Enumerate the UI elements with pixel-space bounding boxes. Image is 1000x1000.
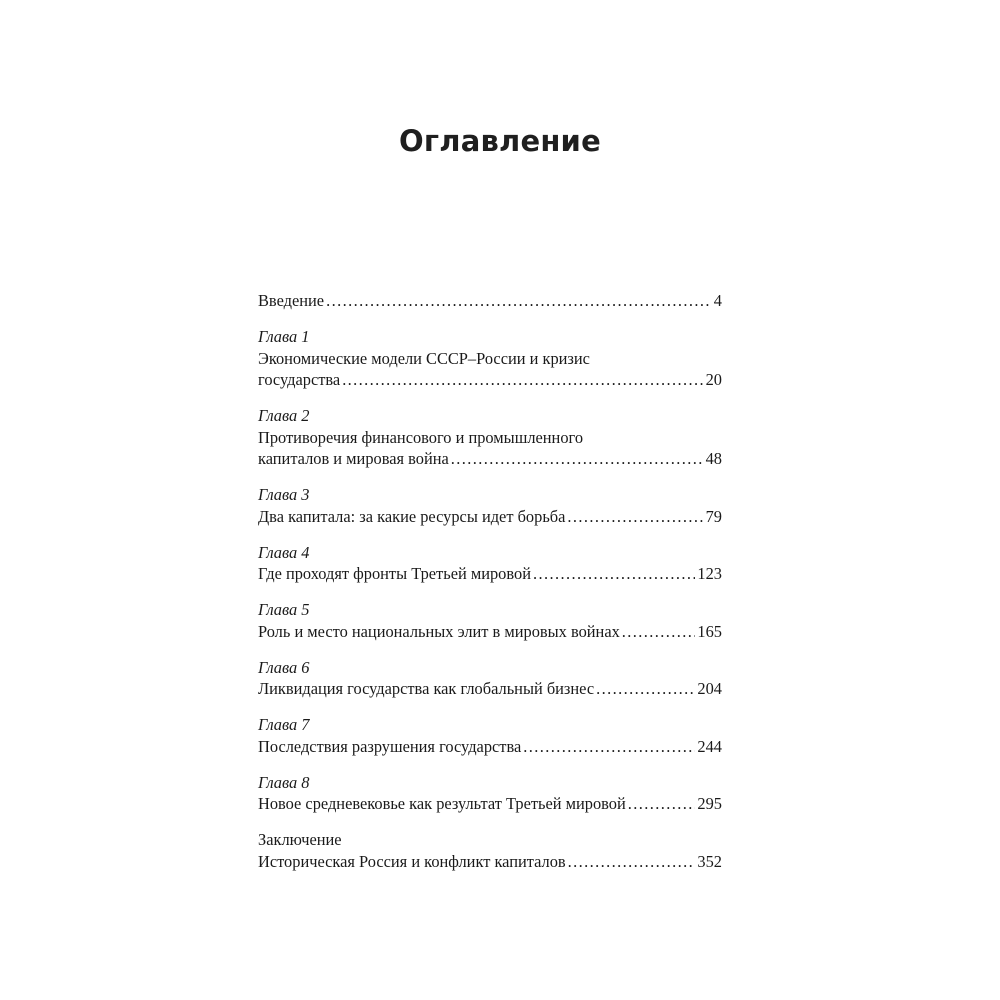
dot-leader bbox=[622, 621, 696, 643]
toc-page-number: 20 bbox=[705, 370, 722, 389]
toc-page-number: 204 bbox=[697, 679, 722, 698]
toc-entry-introduction bbox=[258, 290, 722, 312]
toc-entry-chapter-8 bbox=[258, 772, 722, 815]
toc-entry-title: Историческая Россия и конфликт капиталов bbox=[258, 851, 566, 871]
toc-entry-chapter-1 bbox=[258, 326, 722, 391]
toc-line bbox=[258, 678, 722, 700]
toc-entry-title-line: Экономические модели СССР–России и кризис bbox=[258, 348, 590, 368]
toc-page-number: 48 bbox=[705, 449, 722, 468]
toc-line bbox=[258, 563, 722, 585]
dot-leader bbox=[533, 563, 695, 585]
dot-leader bbox=[596, 678, 695, 700]
toc-entry-title: Введение bbox=[258, 291, 325, 310]
toc-entry-chapter-7 bbox=[258, 714, 722, 757]
toc-entry-title: государства bbox=[258, 370, 341, 389]
toc-entry-title: Где проходят фронты Третьей мировой bbox=[258, 564, 531, 583]
toc-page-number: 295 bbox=[697, 794, 722, 813]
section-label: Заключение bbox=[258, 830, 342, 849]
toc-line bbox=[258, 736, 722, 758]
toc-page-number: 79 bbox=[705, 506, 722, 526]
toc-entry-title: Два капитала: за какие ресурсы идет борьба bbox=[258, 506, 566, 526]
toc-entry-chapter-6 bbox=[258, 657, 722, 700]
dot-leader bbox=[628, 793, 696, 815]
chapter-label: Глава 6 bbox=[258, 657, 310, 677]
toc-entry-chapter-2 bbox=[258, 405, 722, 470]
toc-page-number: 123 bbox=[697, 564, 722, 583]
toc-line bbox=[258, 851, 722, 873]
toc-entry-title: Ликвидация государства как глобальный бизнес bbox=[258, 679, 595, 698]
page-title: Оглавление bbox=[399, 124, 601, 158]
toc-entry-title: капиталов и мировая война bbox=[258, 449, 449, 468]
toc-line bbox=[258, 793, 722, 815]
chapter-label: Глава 2 bbox=[258, 406, 310, 425]
toc-entry-chapter-5 bbox=[258, 599, 722, 642]
chapter-label: Глава 7 bbox=[258, 715, 310, 734]
dot-leader bbox=[567, 506, 703, 528]
toc-entry-conclusion bbox=[258, 829, 722, 872]
chapter-label: Глава 4 bbox=[258, 542, 310, 562]
toc-line bbox=[258, 369, 722, 391]
toc-entry-title: Роль и место национальных элит в мировых войнах bbox=[258, 621, 620, 641]
toc-line bbox=[258, 448, 722, 470]
chapter-label: Глава 3 bbox=[258, 485, 310, 504]
toc-line bbox=[258, 621, 722, 643]
toc-line bbox=[258, 506, 722, 528]
dot-leader bbox=[523, 736, 695, 758]
toc-entry-title: Последствия разрушения государства bbox=[258, 736, 522, 756]
dot-leader bbox=[568, 851, 696, 873]
toc-line bbox=[258, 290, 722, 312]
toc-entry-chapter-4 bbox=[258, 542, 722, 585]
dot-leader bbox=[451, 448, 704, 470]
toc-entry-title-line: Противоречия финансового и промышленного bbox=[258, 427, 584, 447]
chapter-label: Глава 1 bbox=[258, 327, 310, 346]
toc-page-number: 244 bbox=[697, 736, 722, 756]
chapter-label: Глава 5 bbox=[258, 600, 310, 619]
chapter-label: Глава 8 bbox=[258, 772, 310, 792]
toc-entry-title: Новое средневековье как результат Третьей мировой bbox=[258, 794, 626, 813]
toc-page-number: 352 bbox=[697, 851, 722, 871]
toc-entry-chapter-3 bbox=[258, 484, 722, 527]
toc-page-number: 165 bbox=[697, 621, 722, 641]
dot-leader bbox=[326, 290, 712, 312]
table-of-contents bbox=[258, 290, 722, 887]
dot-leader bbox=[342, 369, 703, 391]
toc-page-number: 4 bbox=[713, 291, 722, 310]
